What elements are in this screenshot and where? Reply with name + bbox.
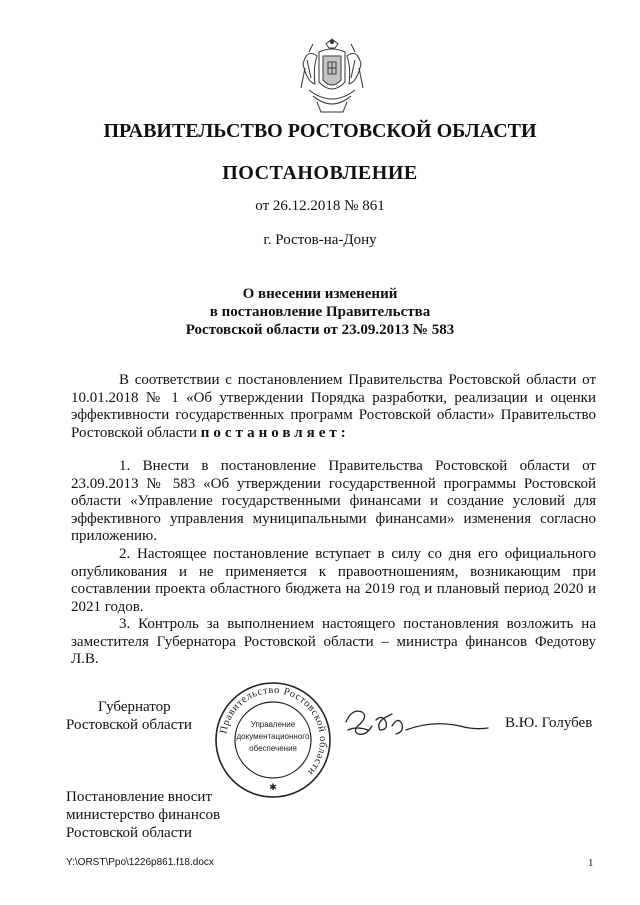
preamble-emphasis: постановляет: bbox=[200, 424, 350, 441]
coat-of-arms-icon bbox=[299, 38, 365, 114]
decree-item-2: 2. Настоящее постановление вступает в силу со дня его официального опубликования и не применяется к правоотношениям, возникающим при составлении проекта областного бюджета на 2019 год и плановый период 2020 и 2021 годов. bbox=[71, 546, 596, 615]
submitted-by-block bbox=[66, 788, 220, 842]
handwritten-signature bbox=[342, 700, 492, 745]
stamp-star-icon: ✱ bbox=[269, 782, 277, 792]
footer-page-number: 1 bbox=[588, 857, 594, 869]
submitted-by-line-2: министерство финансов bbox=[66, 807, 221, 823]
subject-line-3: Ростовской области от 23.09.2013 № 583 bbox=[185, 322, 455, 338]
document-type: ПОСТАНОВЛЕНИЕ bbox=[222, 162, 418, 184]
stamp-ring-text: Правительство Ростовской области bbox=[218, 684, 329, 778]
government-title: ПРАВИТЕЛЬСТВО РОСТОВСКОЙ ОБЛАСТИ bbox=[103, 120, 537, 142]
official-stamp bbox=[213, 680, 333, 800]
decree-item-3: 3. Контроль за выполнением настоящего постановления возложить на заместителя Губернатора Ростовской области – министра финансов Федотову Л.В. bbox=[71, 616, 596, 667]
preamble-text: В соответствии с постановлением Правительства Ростовской области от 10.01.2018 № 1 «Об утверждении Порядка разработки, реализации и оценки эффективности государственных программ Ростовской области» Правительство Ростовской области bbox=[71, 372, 596, 441]
preamble-paragraph bbox=[71, 372, 596, 442]
subject-line-1: О внесении изменений bbox=[242, 286, 398, 302]
stamp-inner-line-1: Управление bbox=[250, 720, 296, 729]
document-city: г. Ростов-на-Дону bbox=[263, 232, 377, 248]
stamp-inner-line-3: обеспечения bbox=[249, 744, 297, 753]
footer-file-path: Y:\ORST\Ppo\1226p861.f18.docx bbox=[66, 857, 214, 868]
signatory-position-line-1: Губернатор bbox=[98, 699, 171, 715]
submitted-by-line-3: Ростовской области bbox=[66, 825, 192, 841]
submitted-by-line-1: Постановление вносит bbox=[66, 789, 213, 805]
document-date-number: от 26.12.2018 № 861 bbox=[255, 198, 385, 214]
stamp-inner-line-2: документационного bbox=[236, 732, 310, 741]
decree-item-1: 1. Внести в постановление Правительства Ростовской области от 23.09.2013 № 583 «Об утверждении государственной программы Ростовской области «Управление государственными финансами и создание условий для эффективного управления муниципальными финансами» изменения согласно приложению. bbox=[71, 458, 596, 544]
signatory-name: В.Ю. Голубев bbox=[505, 715, 593, 731]
subject-line-2: в постановление Правительства bbox=[209, 304, 431, 320]
signatory-position-line-2: Ростовской области bbox=[66, 717, 192, 733]
signatory-position bbox=[66, 698, 192, 734]
